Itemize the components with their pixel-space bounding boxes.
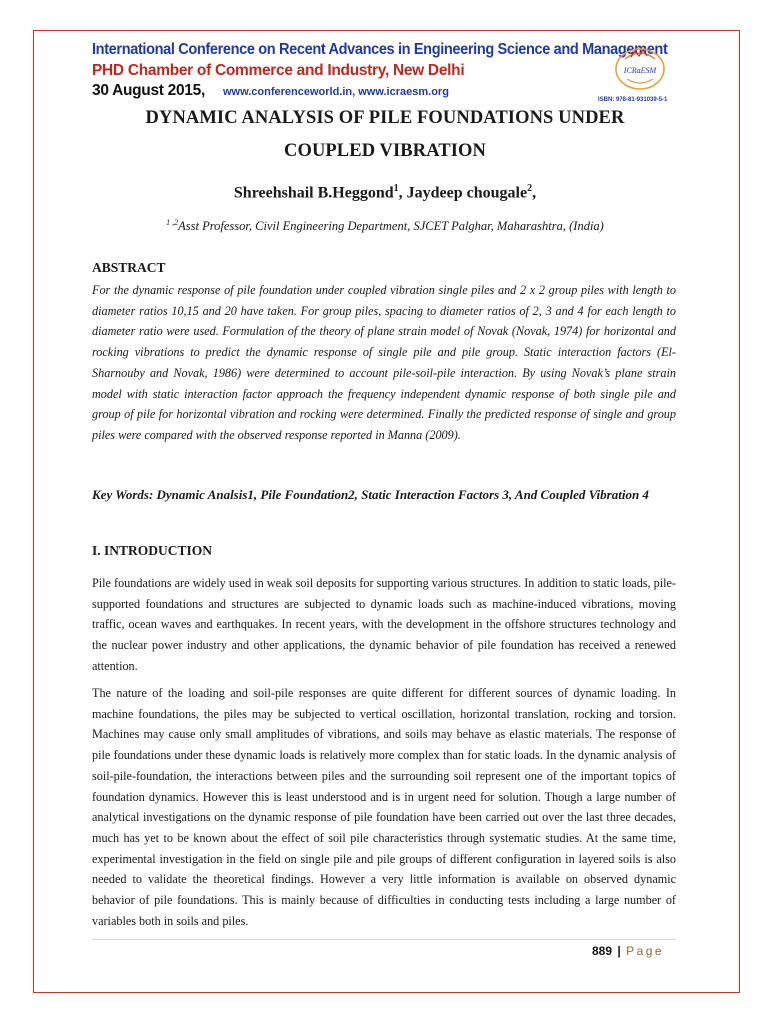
keywords: Key Words: Dynamic Analsis1, Pile Foundation2, Static Interaction Factors 3, And Coupled Vibration 4 [92, 487, 649, 502]
conference-websites: www.conferenceworld.in, www.icraesm.org [222, 86, 449, 98]
author-1: Shreehshail B.Heggond [233, 184, 394, 202]
conference-venue: PHD Chamber of Commerce and Industry, New Delhi [92, 62, 465, 79]
conference-logo-icon [613, 41, 667, 95]
introduction-heading: I. INTRODUCTION [92, 543, 213, 558]
svg-text:ICRaESM: ICRaESM [623, 66, 657, 75]
abstract-heading: ABSTRACT [92, 260, 166, 275]
authors-end: , [532, 184, 537, 202]
paper-title-line2: COUPLED VIBRATION [284, 141, 486, 161]
page-number-value: 889 [592, 944, 613, 958]
conference-name: International Conference on Recent Advances in Engineering Science and Management [92, 41, 668, 58]
footer-divider [92, 939, 676, 940]
conference-header [92, 40, 692, 102]
author-2: , Jaydeep chougale [398, 184, 528, 202]
conference-date: 30 August 2015, [92, 82, 205, 99]
abstract-text: For the dynamic response of pile foundation under coupled vibration single piles and 2 x 2 group piles with length to diameter ratios 10,15 and 20 have taken. For group piles, spacing to diameter ratios of 2, 3 and 4 for each length to diameter ratio were used. Formulation of the theory of plane strain model of Novak (Novak, 1974) for horizontal and rocking vibrations to predict the dynamic response of single pile and pile group. Static interaction factors (El-Sharnouby and Novak, 1986) were determined to account pile-soil-pile interaction. By using Novak’s plane strain model with static interaction factor approach the frequency independent dynamic response of both single pile and group of pile for horizontal vibration and rocking were determined. Finally the predicted response of single and group piles were compared with the observed response reported in Manna (2009). [92, 283, 676, 442]
authors [60, 183, 710, 202]
paper-title-line1: DYNAMIC ANALYSIS OF PILE FOUNDATIONS UNDER [145, 108, 625, 128]
page-number-separator: | [617, 944, 621, 958]
introduction-paragraph-1: Pile foundations are widely used in weak soil deposits for supporting various structures. In addition to static loads, pile-supported foundations and structures are subjected to dynamic loads such as machine-induced vibrations, moving traffic, ocean waves and earthquakes. In recent years, with the development in the offshore structures technology and the nuclear power industry and other applications, the dynamic behavior of pile foundation has received a renewed attention. [92, 576, 676, 673]
affiliation-text: Asst Professor, Civil Engineering Department, SJCET Palghar, Maharashtra, (India) [178, 219, 604, 234]
affiliation [60, 218, 710, 234]
author-1-sup: 1 [393, 183, 399, 194]
page-label: Page [626, 944, 665, 958]
affiliation-sup: 1 ,2 [166, 218, 179, 227]
author-2-sup: 2 [527, 183, 533, 194]
isbn: ISBN: 978-81-931039-5-1 [598, 97, 668, 103]
introduction-paragraph-2: The nature of the loading and soil-pile responses are quite different for different sources of dynamic loading. In machine foundations, the piles may be subjected to vertical oscillation, horizontal translation, rocking and torsion. Machines may cause only small amplitudes of vibrations, and soils may behave as elastic materials. The response of pile foundations under these dynamic loads is relatively more complex than for static loads. In the dynamic analysis of soil-pile-foundation, the interactions between piles and the surrounding soil represent one of the important topics of foundation dynamics. However this is least understood and is in urgent need for solution. Though a large number of analytical investigations on the dynamic response of pile foundation have been carried out over the last three decades, much has yet to be known about the effect of soil pile characteristics through systematic studies. At the same time, experimental investigation in the field on single pile and pile groups of different configuration in layered soils is also needed to validate the theoretical findings. However a very little information is available on observed dynamic behavior of pile foundations. This is mainly because of difficulties in conducting tests including a large number of variables both in soils and piles. [92, 686, 676, 928]
page-number [592, 944, 664, 958]
